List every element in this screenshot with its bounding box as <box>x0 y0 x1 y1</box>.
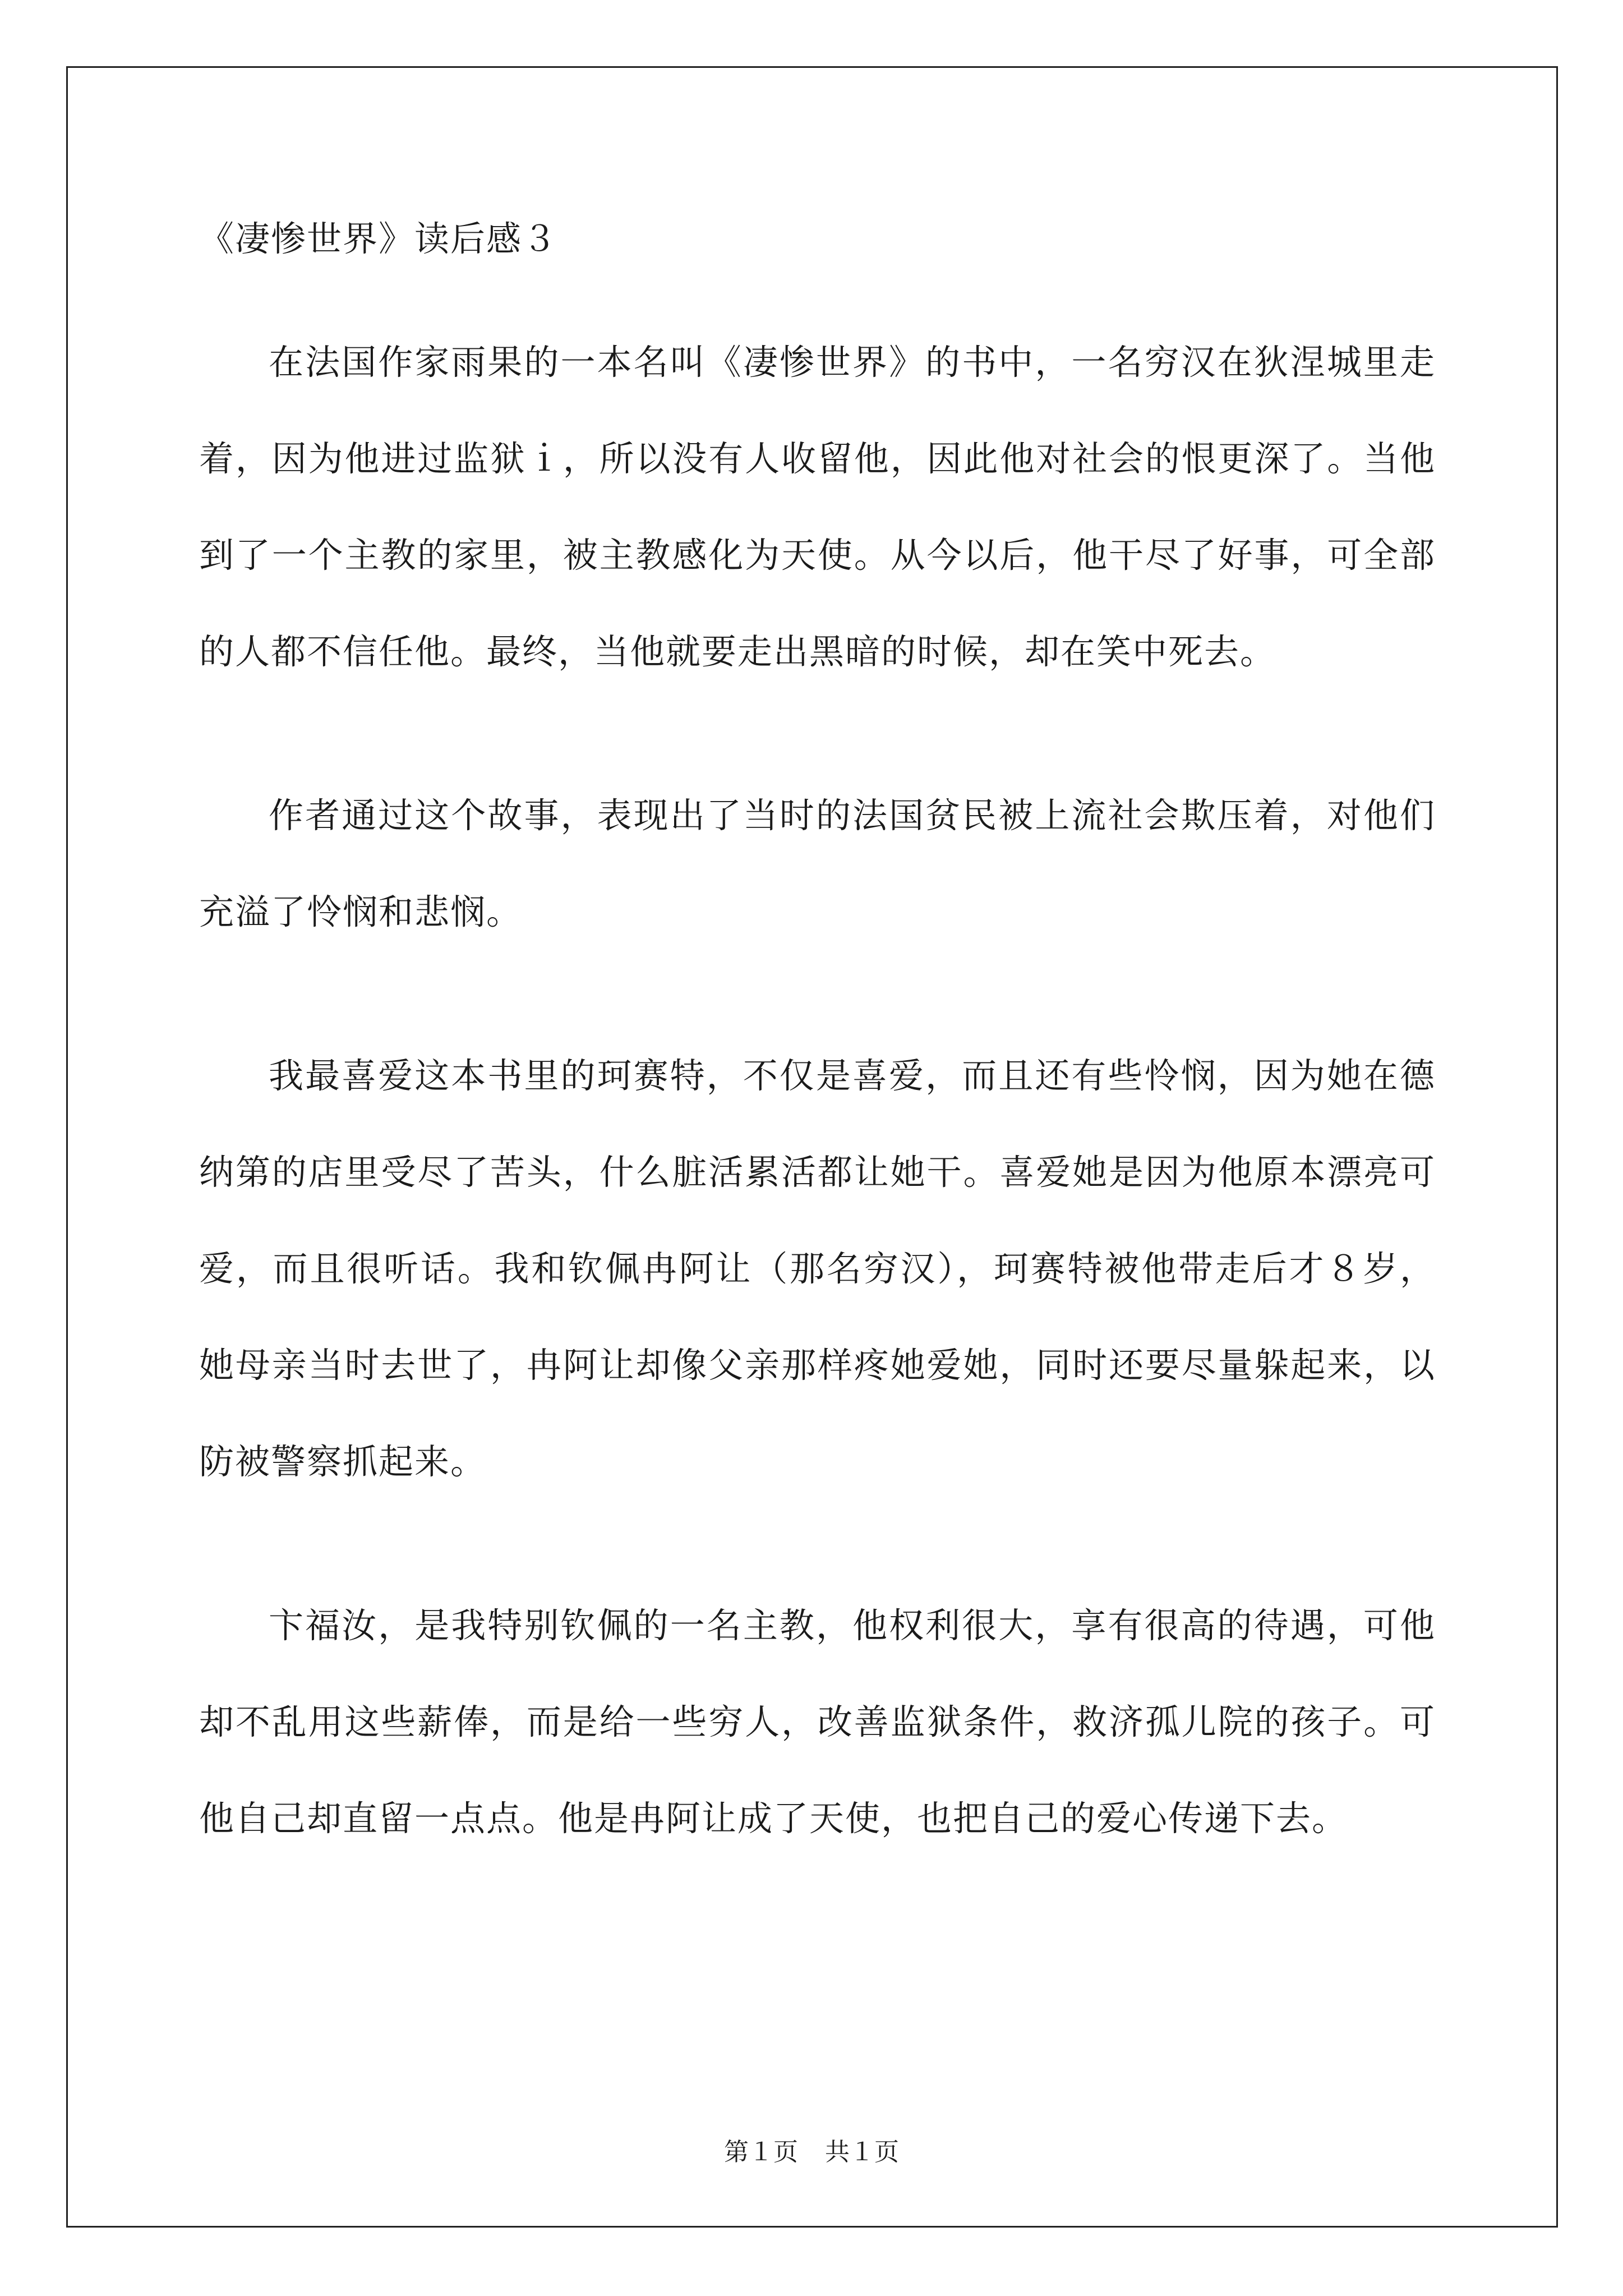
document-title: 《凄惨世界》读后感３ <box>199 218 559 259</box>
paragraph-4: 卞福汝，是我特别钦佩的一名主教，他权利很大，享有很高的待遇，可他却不乱用这些薪俸，而是给一些穷人，改善监狱条件，救济孤儿院的孩子。可他自己却直留一点点。他是冉阿让成了天使，也把自己的爱心传递下去。 <box>199 1605 1436 1839</box>
page-footer <box>0 2140 1623 2165</box>
document-body <box>199 314 1436 1934</box>
page-number-current: 第１页 <box>724 2138 798 2166</box>
paragraph-1: 在法国作家雨果的一本名叫《凄惨世界》的书中，一名穷汉在狄涅城里走着，因为他进过监狱ｉ，所以没有人收留他，因此他对社会的恨更深了。当他到了一个主教的家里，被主教感化为天使。从今以后，他干尽了好事，可全部的人都不信任他。最终，当他就要走出黑暗的时候，却在笑中死去。 <box>199 342 1436 672</box>
paragraph-3: 我最喜爱这本书里的珂赛特，不仅是喜爱，而且还有些怜悯，因为她在德纳第的店里受尽了苦头，什么脏活累活都让她干。喜爱她是因为他原本漂亮可爱，而且很听话。我和钦佩冉阿让（那名穷汉），珂赛特被他带走后才８岁，她母亲当时去世了，冉阿让却像父亲那样疼她爱她，同时还要尽量躲起来，以防被警察抓起来。 <box>199 1055 1436 1482</box>
paragraph-2: 作者通过这个故事，表现出了当时的法国贫民被上流社会欺压着，对他们充溢了怜悯和悲悯。 <box>199 795 1436 932</box>
page-number-total: 共１页 <box>825 2138 899 2166</box>
